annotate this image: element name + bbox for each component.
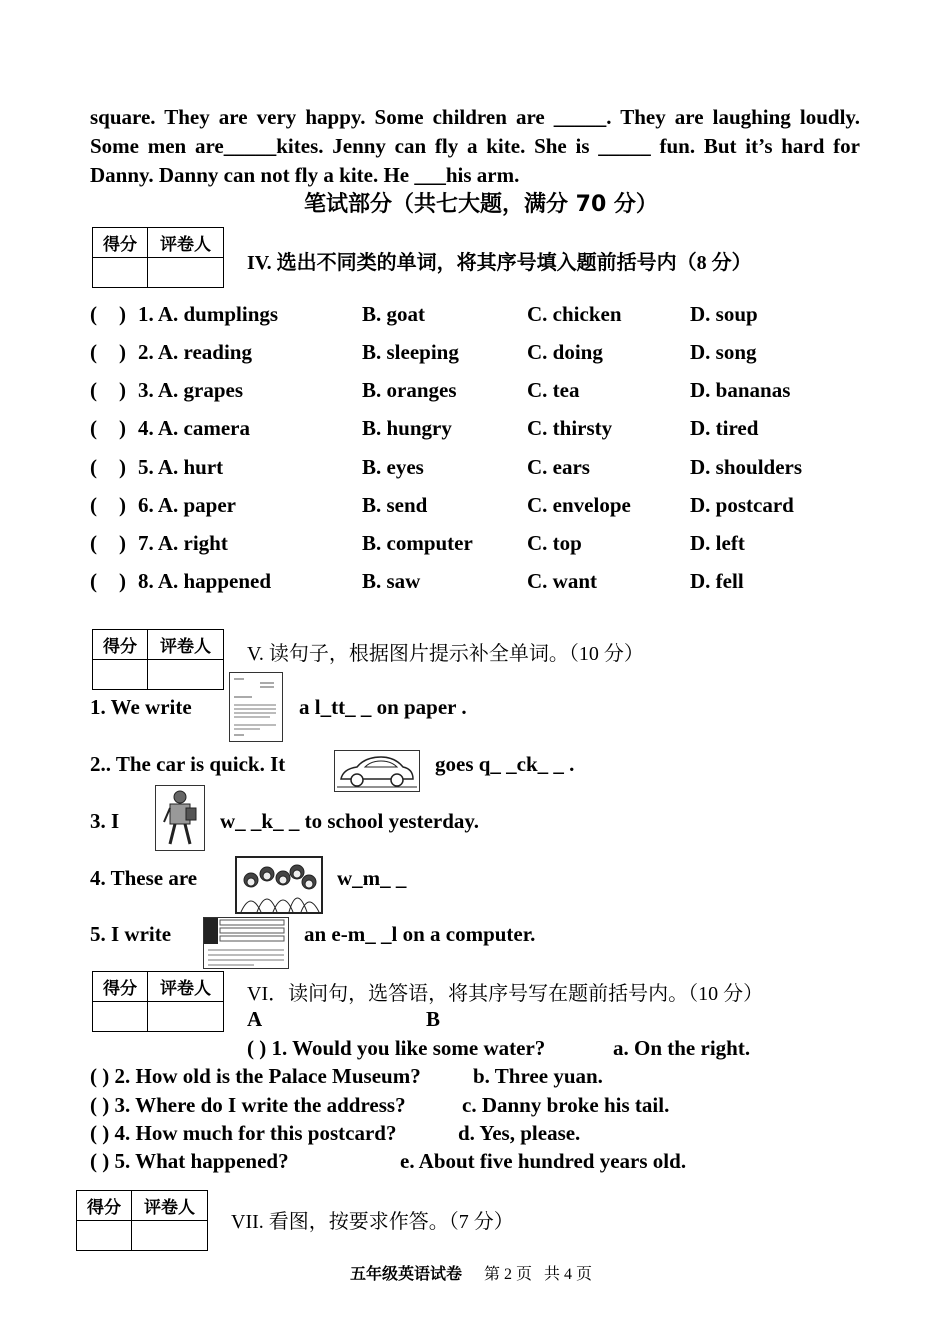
s6-q2: ( ) 2. How old is the Palace Museum? — [90, 1064, 421, 1088]
option-c: C. ears — [527, 455, 590, 479]
walking-boy-picture — [155, 785, 205, 851]
s6-a3: c. Danny broke his tail. — [462, 1093, 670, 1117]
s5-q4-post: w_m_ _ — [337, 866, 407, 890]
score-label: 得分 — [77, 1191, 132, 1221]
open-paren: ( — [90, 455, 97, 479]
option-d: D. fell — [690, 569, 744, 593]
open-paren: ( — [90, 340, 97, 364]
close-paren: ) — [119, 455, 126, 479]
footer-exam: 五年级英语试卷 — [350, 1264, 463, 1283]
option-c: C. top — [527, 531, 582, 555]
option-d: D. soup — [690, 302, 758, 326]
close-paren: ) — [119, 569, 126, 593]
s5-q1-pre: 1. We write — [90, 695, 192, 719]
s6-a1: a. On the right. — [613, 1036, 751, 1060]
s6-q1: ( ) 1. Would you like some water? — [247, 1036, 546, 1060]
option-a: 1. A. dumplings — [138, 302, 279, 326]
open-paren: ( — [90, 416, 97, 440]
s6-q5: ( ) 5. What happened? — [90, 1149, 289, 1173]
women-picture — [235, 856, 323, 914]
close-paren: ) — [119, 416, 126, 440]
option-a: 5. A. hurt — [138, 455, 224, 479]
passage-line-3: Danny. Danny can not fly a kite. He ___his arm. — [90, 163, 520, 187]
s5-q3-pre: 3. I — [90, 809, 120, 833]
score-box-4 — [92, 227, 224, 288]
option-c: C. tea — [527, 378, 580, 402]
s5-q2-post: goes q_ _ck_ _ . — [435, 752, 575, 776]
open-paren: ( — [90, 302, 97, 326]
option-a: 3. A. grapes — [138, 378, 243, 402]
s5-q1-post: a l_tt_ _ on paper . — [299, 695, 467, 719]
close-paren: ) — [119, 493, 126, 517]
option-d: D. left — [690, 531, 745, 555]
close-paren: ) — [119, 531, 126, 555]
grader-label: 评卷人 — [148, 630, 224, 660]
option-c: C. envelope — [527, 493, 631, 517]
option-d: D. postcard — [690, 493, 794, 517]
open-paren: ( — [90, 531, 97, 555]
section-4-title: IV. 选出不同类的单词，将其序号填入题前括号内（8 分） — [247, 252, 752, 274]
letter-picture — [229, 672, 283, 742]
grader-label: 评卷人 — [148, 228, 224, 258]
option-d: D. bananas — [690, 378, 791, 402]
option-a: 2. A. reading — [138, 340, 252, 364]
grader-label: 评卷人 — [148, 972, 224, 1002]
footer-page: 第 2 页 共 4 页 — [484, 1266, 593, 1283]
score-box-6 — [92, 971, 224, 1032]
score-box-7 — [76, 1190, 208, 1251]
s6-q3: ( ) 3. Where do I write the address? — [90, 1093, 406, 1117]
option-d: D. song — [690, 340, 757, 364]
close-paren: ) — [119, 378, 126, 402]
option-d: D. tired — [690, 416, 759, 440]
option-a: 4. A. camera — [138, 416, 250, 440]
grader-label: 评卷人 — [132, 1191, 208, 1221]
option-b: B. hungry — [362, 416, 452, 440]
s6-a2: b. Three yuan. — [473, 1064, 603, 1088]
option-c: C. doing — [527, 340, 603, 364]
passage-line-1: square. They are very happy. Some children are _____. They are laughing loudly. — [90, 105, 860, 129]
option-b: B. sleeping — [362, 340, 459, 364]
open-paren: ( — [90, 493, 97, 517]
car-picture — [334, 750, 420, 792]
option-c: C. want — [527, 569, 598, 593]
email-picture — [203, 917, 289, 969]
col-b-label: B — [426, 1007, 441, 1031]
open-paren: ( — [90, 569, 97, 593]
score-label: 得分 — [93, 972, 148, 1002]
passage-line-2: Some men are_____kites. Jenny can fly a kite. She is _____ fun. But it’s hard for — [90, 134, 860, 158]
option-a: 8. A. happened — [138, 569, 272, 593]
score-label: 得分 — [93, 228, 148, 258]
close-paren: ) — [119, 340, 126, 364]
option-b: B. computer — [362, 531, 473, 555]
section-6-title: VI．读问句，选答语，将其序号写在题前括号内。（10 分） — [247, 983, 764, 1005]
option-a: 7. A. right — [138, 531, 228, 555]
section-5-title: V. 读句子，根据图片提示补全单词。（10 分） — [247, 643, 644, 665]
option-b: B. saw — [362, 569, 421, 593]
option-c: C. chicken — [527, 302, 622, 326]
score-label: 得分 — [93, 630, 148, 660]
section-7-title: VII. 看图，按要求作答。（7 分） — [231, 1211, 514, 1233]
s5-q3-post: w_ _k_ _ to school yesterday. — [220, 809, 479, 833]
score-box-5 — [92, 629, 224, 690]
s6-q4: ( ) 4. How much for this postcard? — [90, 1121, 397, 1145]
col-a-label: A — [247, 1007, 263, 1031]
s6-a4: d. Yes, please. — [458, 1121, 581, 1145]
close-paren: ) — [119, 302, 126, 326]
s5-q4-pre: 4. These are — [90, 866, 198, 890]
s5-q5-pre: 5. I write — [90, 922, 172, 946]
option-b: B. goat — [362, 302, 425, 326]
part-title: 笔试部分（共七大题，满分 70 分） — [304, 192, 658, 217]
option-b: B. send — [362, 493, 428, 517]
option-b: B. oranges — [362, 378, 457, 402]
option-c: C. thirsty — [527, 416, 613, 440]
page-footer — [350, 1261, 592, 1284]
option-a: 6. A. paper — [138, 493, 237, 517]
s5-q2-pre: 2.. The car is quick. It — [90, 752, 286, 776]
open-paren: ( — [90, 378, 97, 402]
s6-a5: e. About five hundred years old. — [400, 1149, 687, 1173]
s5-q5-post: an e-m_ _l on a computer. — [304, 922, 536, 946]
option-d: D. shoulders — [690, 455, 803, 479]
option-b: B. eyes — [362, 455, 424, 479]
